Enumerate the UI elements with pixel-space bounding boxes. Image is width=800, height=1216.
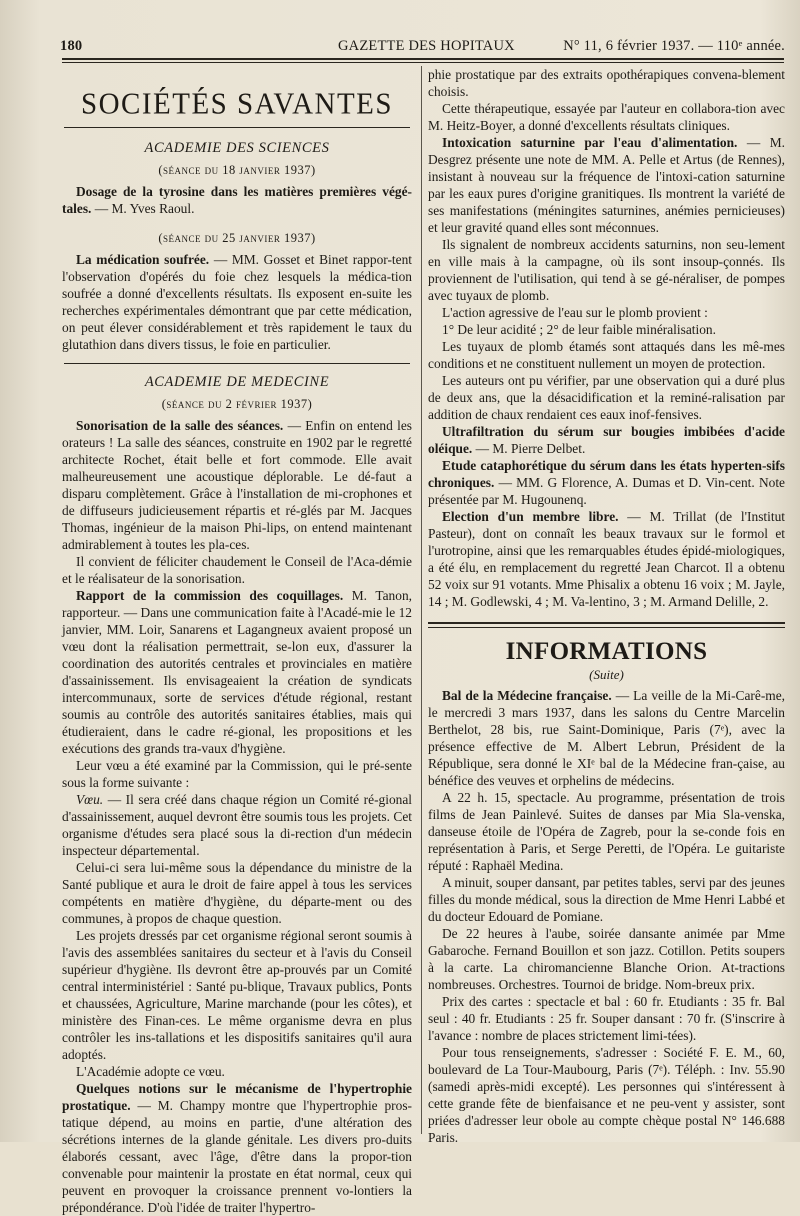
article-text: — MM. G Florence, A. Dumas et D. Vin-cent. Note présentée par M. Hugounenq.: [428, 475, 785, 507]
article-title: Bal de la Médecine française.: [442, 688, 612, 703]
article-sonorisation: [62, 417, 412, 553]
right-column: [428, 66, 785, 1146]
article-medication-soufree: [62, 251, 412, 353]
paragraph: Celui-ci sera lui-même sous la dépendance du ministre de la Santé publique et aura le droit de faire appel à tous les services compétents en matière d'hygiène, du départe-ment ou des communes, à propos de chaque question.: [62, 860, 412, 926]
column-divider: [421, 66, 422, 1134]
paragraph: L'action agressive de l'eau sur le plomb provient :: [442, 305, 708, 320]
paragraph: Prix des cartes : spectacle et bal : 60 fr. Etudiants : 35 fr. Bal seul : 40 fr. Etudiants : 25 fr. Souper dansant : 70 fr. (S'inscrire à l'avance : nombre de places strictement limi-tées).: [428, 994, 785, 1043]
suite-label: (Suite): [589, 667, 624, 682]
page-number: 180: [60, 38, 83, 54]
article-title: Ultrafiltration du sérum sur bougies imbibées d'acide oléique.: [428, 424, 785, 456]
article-text: — La veille de la Mi-Carê-me, le mercredi 3 mars 1937, dans les salons du Centre Marcelin Berthelot, 28 bis, rue Saint-Dominique, Paris (7ᵉ), avec la présence effective de M. Albert Lebrun, Président de la République, sera donné le XIᵉ bal de la Médecine fran-çaise, au bénéfice des veuves et orphelins de médecins.: [428, 688, 785, 788]
article-title: Election d'un membre libre.: [442, 509, 619, 524]
paragraph: Il convient de féliciter chaudement le Conseil de l'Aca-démie et le réalisateur de la sonorisation.: [62, 554, 412, 586]
article-title: Dosage de la tyrosine dans les matières premières végé-tales.: [62, 184, 412, 216]
article-title: Quelques notions sur le mécanisme de l'hypertrophie prostatique.: [62, 1081, 412, 1113]
paragraph: Les tuyaux de plomb étamés sont attaqués dans les mê-mes conditions et ne constituent nullement un moyen de protection.: [428, 339, 785, 371]
paragraph: phie prostatique par des extraits opothérapiques convena-blement choisis.: [428, 67, 785, 99]
session-date: (séance du 2 février 1937): [161, 397, 313, 411]
article-author: — M. Yves Raoul.: [91, 201, 195, 216]
article-text: — M. Pierre Delbet.: [472, 441, 586, 456]
article-title: La médication soufrée.: [76, 252, 210, 267]
article-text: M. Tanon, rapporteur. — Dans une communication faite à l'Acadé-mie le 12 janvier, MM. Loir, Sanarens et Lagangneux avaient proposé un vœu dont la réalisation permettrait, se-lon eux, d'assurer la coordination des autorités centrales et provinciales en matière d'assainissement. Ils envisageaient la création de syndicats intercommunaux, sorte de services d'étude régional, restant soumis au contrôle des autorités sanitaires établies, mais qui étudieraient, dans le cadre ré-gional, les propositions et les exécutions des grands tra-vaux d'hygiène.: [62, 588, 412, 756]
voeu-text: — Il sera créé dans chaque région un Comité ré-gional d'assainissement, auquel devront être soumis tous les projets. Cet organisme d'études sera placé sous la di-rection d'un médecin inspecteur départemental.: [62, 792, 412, 858]
header-rule-thin: [62, 62, 784, 63]
section-rule: [428, 622, 785, 624]
paragraph: A 22 h. 15, spectacle. Au programme, présentation de trois films de Jean Painlevé. Suites de danses par Mia Sla-venska, danseuse étoile de l'Opéra de Zagreb, pour la se-conde fois en représentation à Paris, et Serge Peretti, de l'Opéra. Le guitariste réputé : Raphaël Medina.: [428, 790, 785, 873]
paragraph: Les projets dressés par cet organisme régional seront soumis à l'avis des assemblées sanitaires du secteur et à l'avis du Conseil supérieur d'hygiène. Ils devront être ap-prouvés par un Comité central interministériel : Santé pu-blique, Travaux publics, Ponts et chaussées, Agriculture, Marine marchande (pour les côtes), et ministère des Finan-ces. Le même organisme devra en plus contrôler les ins-tallations et les dispositifs sanitaires qu'il aura adoptés.: [62, 928, 412, 1062]
header-rule: [62, 58, 784, 60]
article-hypertrophie: [62, 1080, 412, 1216]
article-text: — M. Desgrez présente une note de MM. A. Pelle et Artus (de Rennes), insistant à nouveau sur la fréquence de l'intoxi-cation saturnine par les eaux pures d'origine granitiques. Ils montrent la variété de ses manifestations (méningites saturnines, anémies pernicieuses) et leur gravité quand elles sont méconnues.: [428, 135, 785, 235]
paragraph: Pour tous renseignements, s'adresser : Société F. E. M., 60, boulevard de La Tour-Maubourg, Paris (7ᵉ). Téléph. : Inv. 55.90 (samedi après-midi excepté). Les personnes qui s'intéressent à cette grande fête de bienfaisance et ne peu-vent y assister, sont priées d'adresser leur obole au compte chèque postal N° 146.688 Paris.: [428, 1045, 785, 1145]
section-title: SOCIÉTÉS SAVANTES: [80, 87, 394, 121]
title-rule: [64, 127, 410, 128]
paragraph: L'Académie adopte ce vœu.: [76, 1064, 225, 1079]
voeu-label: Vœu.: [76, 792, 104, 807]
issue-info: N° 11, 6 février 1937. — 110ᵉ année.: [563, 38, 785, 54]
paragraph: 1° De leur acidité ; 2° de leur faible minéralisation.: [442, 322, 716, 337]
session-date: (séance du 25 janvier 1937): [158, 231, 316, 245]
article-tyrosine: [62, 183, 412, 217]
article-cataphoretique: [428, 457, 785, 508]
article-title: Sonorisation de la salle des séances.: [76, 418, 284, 433]
article-text: — M. Trillat (de l'Institut Pasteur), dont on connaît les beaux travaux sur le formol et l'urotropine, ainsi que les remarquables études épidé-miologiques, a été élu, en remplacement du regretté Jean Charcot. Il a obtenu 52 voix sur 91 votants. Mme Phisalix a obtenu 16 voix ; M. Jayle, 14 ; M. Godlewski, 4 ; M. Va-lentino, 3 ; M. Armand Delille, 2.: [428, 509, 785, 609]
article-title: Rapport de la commission des coquillages.: [76, 588, 344, 603]
article-title: Etude cataphorétique du sérum dans les états hyperten-sifs chroniques.: [428, 458, 785, 490]
article-text: — M. Champy montre que l'hypertrophie pros-tatique dépend, au moins en partie, d'une altération des sécrétions internes de la glande génitale. Les divers pro-duits élaborés cessant, avec l'âge, d'être dans la propor-tion convenable pour maintenir la prostate en état normal, ceux qui peuvent en provoquer la croissance prennent vo-lontiers la prépondérance. D'où l'idée de traiter l'hypertro-: [62, 1098, 412, 1215]
article-text: — MM. Gosset et Binet rappor-tent l'observation d'opérés du foie chez lesquels la médica-tion soufrée a donné d'excellents résultats. Ils exposent en-suite les recherches expérimentales démontrant que par cette médication, on peut élever considérablement et très rapidement le taux du glutathion dans divers tissus, le foie en particulier.: [62, 252, 412, 352]
section-rule-thin: [428, 627, 785, 628]
paragraph: A minuit, souper dansant, par petites tables, servi par des jeunes filles du monde médical, sous la direction de Mme Henri Labbé et du docteur Edouard de Pomiane.: [428, 875, 785, 924]
paragraph: Cette thérapeutique, essayée par l'auteur en collabora-tion avec M. Heitz-Boyer, a donné d'excellents résultats cliniques.: [428, 101, 785, 133]
paragraph: Les auteurs ont pu vérifier, par une observation qui a duré plus de deux ans, que la désacidification et la reminé-ralisation par addition de chaux rendaient ces eaux inof-fensives.: [428, 373, 785, 422]
article-bal-medecine: [428, 687, 785, 789]
article-title: Intoxication saturnine par l'eau d'alimentation.: [442, 135, 738, 150]
session-date: (séance du 18 janvier 1937): [158, 163, 316, 177]
paragraph: De 22 heures à l'aube, soirée dansante animée par Mme Gabaroche. Fernand Bouillon et son jazz. Cotillon. Petits soupers à la carte. La chiromancienne Blanche Orion. At-tractions nombreuses. Orchestres. Tournoi de bridge. Nom-breux prix.: [428, 926, 785, 992]
section-rule: [64, 363, 410, 364]
journal-title: GAZETTE DES HOPITAUX: [338, 38, 515, 54]
article-text: — Enfin on entend les orateurs ! La salle des séances, construite en 1902 par le regretté architecte Rochet, était belle et fort commode. Elle avait malheureusement une acoustique déplorable. Le dé-faut a disparu complètement. Grâce à l'installation de mi-crophones et de diffuseurs judicieusement répartis et ré-glés par M. Jacques Thomas, ingénieur de la maison Phi-lips, on entend maintenant admirablement à toutes les pla-ces.: [62, 418, 413, 552]
article-intoxication: [428, 134, 785, 236]
page-header: [60, 36, 785, 58]
informations-heading: INFORMATIONS: [505, 638, 708, 665]
article-election: [428, 508, 785, 610]
voeu-paragraph: [62, 791, 412, 859]
academie-sciences-heading: ACADEMIE DES SCIENCES: [144, 140, 330, 156]
paragraph: Leur vœu a été examiné par la Commission, qui le pré-sente sous la forme suivante :: [62, 758, 412, 790]
left-column: [62, 66, 412, 1216]
article-ultrafiltration: [428, 423, 785, 457]
paragraph: Ils signalent de nombreux accidents saturnins, non seu-lement en ville mais à la campagne, où ils sont insoup-çonnés. Ils proviennent de l'utilisation, qui tend à se gé-néraliser, de pompes avec tuyaux de plomb.: [428, 237, 785, 303]
article-coquillages: [62, 587, 412, 757]
academie-medecine-heading: ACADEMIE DE MEDECINE: [144, 374, 330, 390]
